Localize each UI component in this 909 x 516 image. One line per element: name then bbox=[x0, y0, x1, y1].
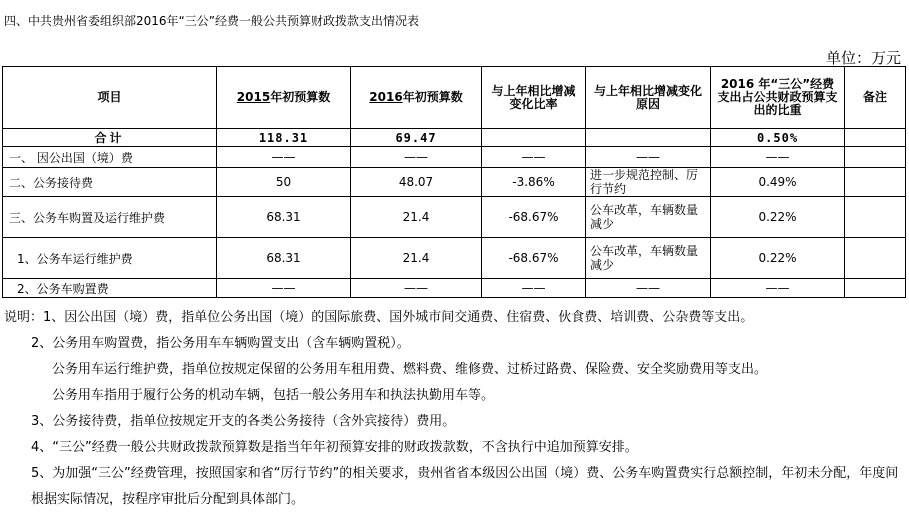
table-row: 三、公务车购置及运行维护费 68.31 21.4 -68.67% 公车改革，车辆数量减少 0.22% bbox=[3, 197, 906, 238]
note-2a: 公务用车运行维护费，指单位按规定保留的公务用车租用费、燃料费、维修费、过桥过路费、保险费、安全奖励费用等支出。 bbox=[52, 362, 768, 377]
header-change-rate: 与上年相比增减变化比率 bbox=[482, 67, 586, 129]
header-row bbox=[3, 67, 906, 129]
page-title: 四、中共贵州省委组织部2016年“三公”经费一般公共预算财政拨款支出情况表 bbox=[4, 14, 419, 28]
notes-section bbox=[4, 305, 904, 513]
table-row: 一、 因公出国（境）费 —— —— —— —— —— bbox=[3, 147, 906, 168]
total-rate bbox=[482, 129, 586, 147]
total-reason bbox=[586, 129, 711, 147]
note-4: 4、“三公”经费一般公共财政拨款预算数是指当年年初预算安排的财政拨款数，不含执行中追加预算安排。 bbox=[31, 440, 638, 455]
unit-label: 单位：万元 bbox=[825, 49, 901, 67]
header-2016-budget: 2016年初预算数 bbox=[351, 67, 482, 129]
total-remark bbox=[845, 129, 906, 147]
note-5: 5、为加强“三公”经费管理，按照国家和省“厉行节约”的相关要求，贵州省省本级因公出国（境）费、公务车购置费实行总额控制，年初未分配，年度间根据实际情况，按程序审批后分配到具体部门。 bbox=[31, 466, 899, 507]
table-row: 1、公务车运行维护费 68.31 21.4 -68.67% 公车改革，车辆数量减少 0.22% bbox=[3, 238, 906, 279]
note-2: 2、公务用车购置费，指公务用车车辆购置支出（含车辆购置税）。 bbox=[31, 336, 410, 351]
total-label: 合计 bbox=[3, 129, 217, 147]
budget-table bbox=[2, 66, 906, 298]
header-remark: 备注 bbox=[845, 67, 906, 129]
table-row: 2、公务车购置费 —— —— —— —— —— bbox=[3, 279, 906, 298]
note-1: 说明：1、因公出国（境）费，指单位公务出国（境）的国际旅费、国外城市间交通费、住宿费、伙食费、培训费、公杂费等支出。 bbox=[4, 310, 754, 325]
note-3: 3、公务接待费，指单位按规定开支的各类公务接待（含外宾接待）费用。 bbox=[31, 414, 456, 429]
header-change-reason: 与上年相比增减变化原因 bbox=[586, 67, 711, 129]
header-2015-budget: 2015年初预算数 bbox=[217, 67, 351, 129]
table-row: 二、公务接待费 50 48.07 -3.86% 进一步规范控制、厉行节约 0.49% bbox=[3, 168, 906, 197]
total-share: 0.50% bbox=[711, 129, 845, 147]
total-2016: 69.47 bbox=[351, 129, 482, 147]
header-item: 项目 bbox=[3, 67, 217, 129]
note-2b: 公务用车指用于履行公务的机动车辆，包括一般公务用车和执法执勤用车等。 bbox=[52, 388, 495, 403]
total-2015: 118.31 bbox=[217, 129, 351, 147]
total-row bbox=[3, 129, 906, 147]
header-share: 2016 年“三公”经费支出占公共财政预算支出的比重 bbox=[711, 67, 845, 129]
